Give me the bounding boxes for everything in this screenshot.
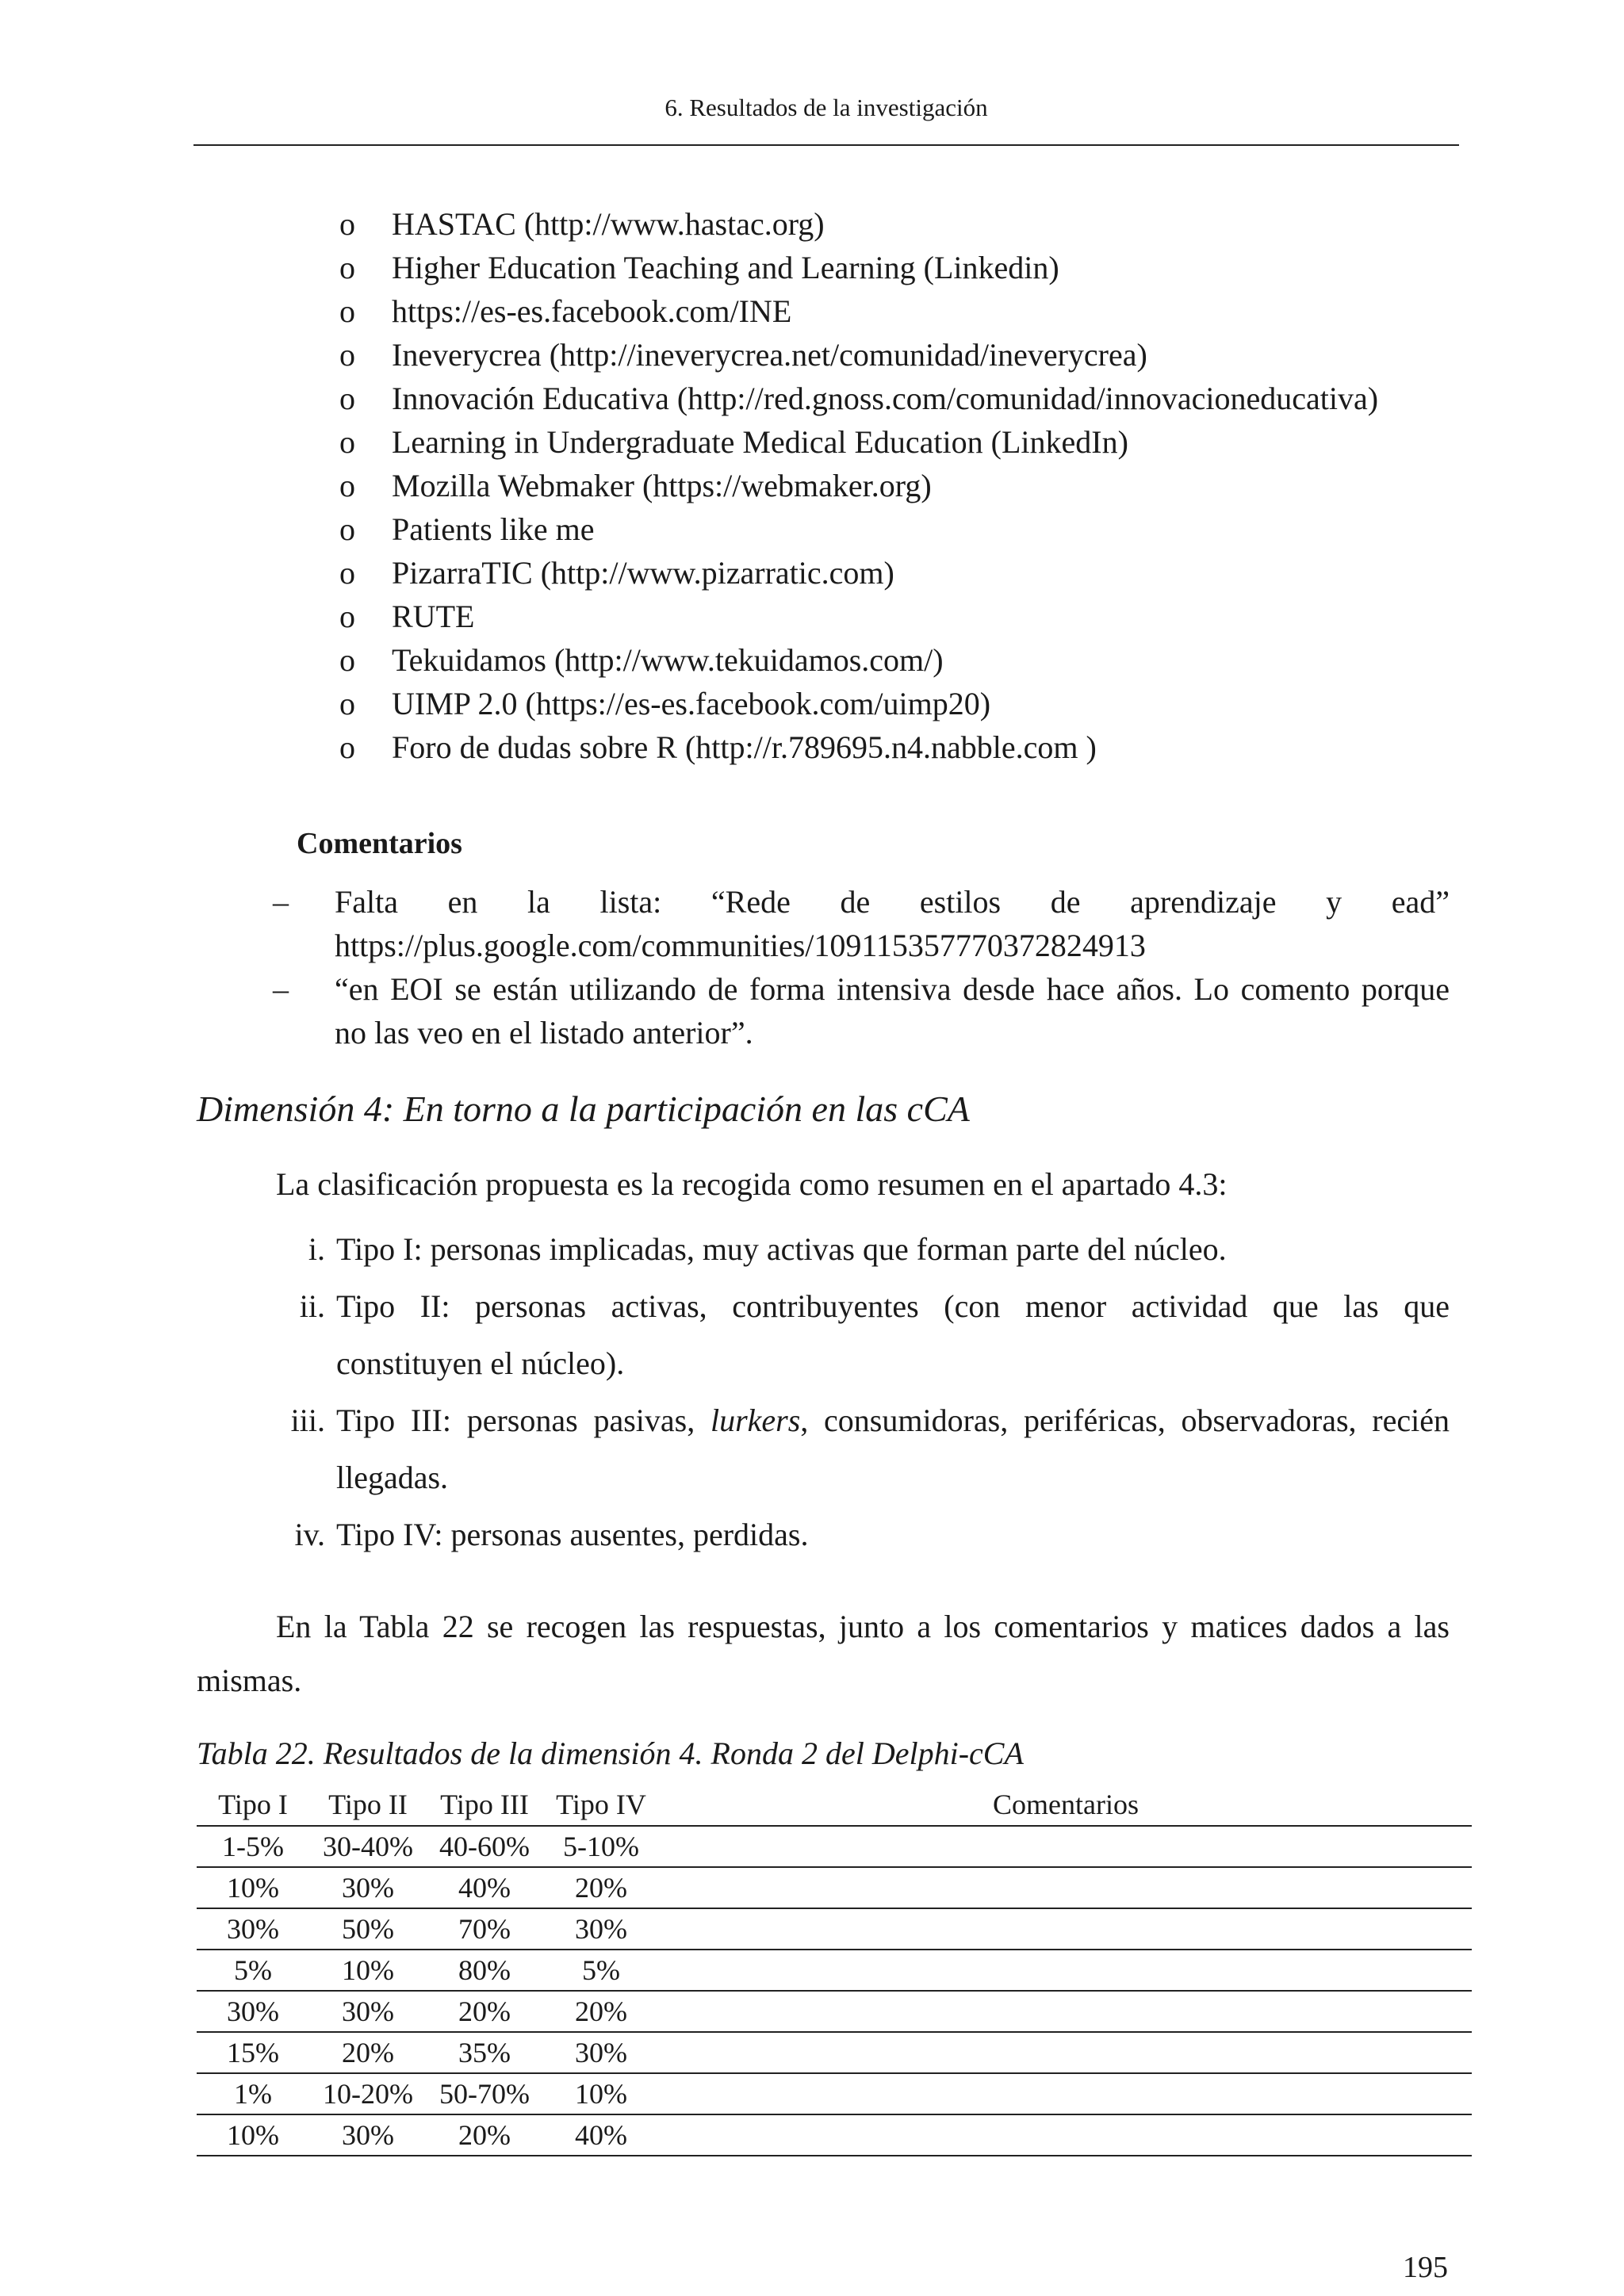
table-cell bbox=[660, 2073, 1472, 2114]
column-header: Tipo I bbox=[197, 1784, 309, 1826]
type-text: Tipo I: personas implicadas, muy activas que forman parte del núcleo. bbox=[336, 1231, 1227, 1267]
column-header: Tipo IV bbox=[542, 1784, 660, 1826]
table-cell bbox=[660, 1991, 1472, 2032]
table-row bbox=[197, 1991, 1472, 2032]
list-item: o Tekuidamos (http://www.tekuidamos.com/) bbox=[339, 638, 1489, 682]
table-row bbox=[197, 2032, 1472, 2073]
page-number: 195 bbox=[1403, 2251, 1448, 2284]
table-cell: 10% bbox=[197, 2114, 309, 2156]
comment-line: no las veo en el listado anterior”. bbox=[335, 1015, 753, 1050]
table-cell: 5% bbox=[542, 1950, 660, 1991]
list-item: o Ineverycrea (http://ineverycrea.net/comunidad/ineverycrea) bbox=[339, 333, 1489, 377]
column-header: Comentarios bbox=[660, 1784, 1472, 1826]
results-table bbox=[197, 1784, 1472, 2156]
type-text-cont: llegadas. bbox=[336, 1460, 449, 1495]
table-cell: 10% bbox=[309, 1950, 427, 1991]
table-body bbox=[197, 1826, 1472, 2156]
item-number: iii. bbox=[290, 1402, 325, 1438]
type-item bbox=[262, 1392, 1450, 1506]
bullet-icon: o bbox=[339, 381, 355, 416]
header-rule bbox=[193, 144, 1459, 146]
type-text-cont: constituyen el núcleo). bbox=[336, 1345, 625, 1381]
bullet-icon: o bbox=[339, 555, 355, 591]
list-item: o PizarraTIC (http://www.pizarratic.com) bbox=[339, 551, 1489, 595]
table-row bbox=[197, 1867, 1472, 1908]
table-cell: 1-5% bbox=[197, 1826, 309, 1867]
type-text: Tipo II: personas activas, contribuyentes (con menor actividad que las que bbox=[336, 1288, 1450, 1324]
dash-icon: – bbox=[273, 884, 289, 920]
comment-line: “en EOI se están utilizando de forma intensiva desde hace años. Lo comento porque bbox=[335, 971, 1450, 1007]
table-cell bbox=[660, 1867, 1472, 1908]
list-item: o Learning in Undergraduate Medical Education (LinkedIn) bbox=[339, 420, 1489, 464]
table-cell: 15% bbox=[197, 2032, 309, 2073]
table-cell: 50-70% bbox=[427, 2073, 542, 2114]
list-item: o https://es-es.facebook.com/INE bbox=[339, 289, 1489, 333]
table-cell: 30% bbox=[542, 2032, 660, 2073]
table-cell bbox=[660, 1950, 1472, 1991]
list-item: o RUTE bbox=[339, 595, 1489, 638]
table-cell: 20% bbox=[309, 2032, 427, 2073]
table-cell: 40% bbox=[427, 1867, 542, 1908]
table-cell: 20% bbox=[542, 1991, 660, 2032]
table-cell: 50% bbox=[309, 1908, 427, 1950]
list-item: o Innovación Educativa (http://red.gnoss.com/comunidad/innovacioneducativa) bbox=[339, 377, 1489, 420]
comment-line: Falta en la lista: “Rede de estilos de aprendizaje y ead” bbox=[335, 884, 1450, 920]
bullet-icon: o bbox=[339, 511, 355, 547]
list-item: o Higher Education Teaching and Learning (Linkedin) bbox=[339, 246, 1489, 289]
table-cell: 40% bbox=[542, 2114, 660, 2156]
item-number: ii. bbox=[299, 1288, 325, 1324]
column-header: Tipo II bbox=[309, 1784, 427, 1826]
table-cell: 30% bbox=[309, 1991, 427, 2032]
table-cell: 70% bbox=[427, 1908, 542, 1950]
section-intro: La clasificación propuesta es la recogida como resumen en el apartado 4.3: bbox=[276, 1166, 1228, 1202]
type-item bbox=[262, 1506, 1450, 1563]
table-row bbox=[197, 2073, 1472, 2114]
comment-line: https://plus.google.com/communities/109115357770372824913 bbox=[335, 928, 1146, 963]
comment-item bbox=[268, 880, 1450, 967]
bullet-icon: o bbox=[339, 206, 355, 242]
participant-types-list bbox=[262, 1221, 1450, 1563]
table-row bbox=[197, 1950, 1472, 1991]
table-cell: 30-40% bbox=[309, 1826, 427, 1867]
bullet-icon: o bbox=[339, 468, 355, 503]
list-item: o Patients like me bbox=[339, 507, 1489, 551]
table-cell: 30% bbox=[197, 1908, 309, 1950]
table-cell: 40-60% bbox=[427, 1826, 542, 1867]
table-cell: 5% bbox=[197, 1950, 309, 1991]
table-cell bbox=[660, 2032, 1472, 2073]
body-paragraph: En la Tabla 22 se recogen las respuestas, junto a los comentarios y matices dados a las mismas. bbox=[197, 1609, 1450, 1698]
table-row bbox=[197, 2114, 1472, 2156]
running-header: 6. Resultados de la investigación bbox=[665, 94, 988, 121]
table-caption: Tabla 22. Resultados de la dimensión 4. Ronda 2 del Delphi-cCA bbox=[197, 1735, 1024, 1771]
table-cell: 1% bbox=[197, 2073, 309, 2114]
table-cell: 30% bbox=[309, 2114, 427, 2156]
bullet-icon: o bbox=[339, 293, 355, 329]
table-cell: 30% bbox=[197, 1991, 309, 2032]
table-cell: 80% bbox=[427, 1950, 542, 1991]
comments-list bbox=[268, 880, 1450, 1054]
table-cell: 30% bbox=[309, 1867, 427, 1908]
section-title: Dimensión 4: En torno a la participación en las cCA bbox=[197, 1089, 970, 1129]
italic-term: lurkers bbox=[710, 1402, 801, 1438]
bullet-icon: o bbox=[339, 337, 355, 373]
table-row bbox=[197, 1908, 1472, 1950]
table-cell: 10-20% bbox=[309, 2073, 427, 2114]
list-item: o Mozilla Webmaker (https://webmaker.org) bbox=[339, 464, 1489, 507]
type-text: Tipo IV: personas ausentes, perdidas. bbox=[336, 1517, 809, 1552]
type-text: Tipo III: personas pasivas, lurkers, consumidoras, periféricas, observadoras, recién bbox=[336, 1402, 1450, 1438]
dash-icon: – bbox=[273, 971, 289, 1007]
table-cell: 10% bbox=[542, 2073, 660, 2114]
list-item: o Foro de dudas sobre R (http://r.789695.n4.nabble.com ) bbox=[339, 725, 1489, 769]
table-cell: 10% bbox=[197, 1867, 309, 1908]
bullet-icon: o bbox=[339, 642, 355, 678]
table-cell: 35% bbox=[427, 2032, 542, 2073]
bullet-icon: o bbox=[339, 729, 355, 765]
list-item: o UIMP 2.0 (https://es-es.facebook.com/uimp20) bbox=[339, 682, 1489, 725]
bullet-icon: o bbox=[339, 686, 355, 721]
table-cell bbox=[660, 2114, 1472, 2156]
bullet-icon: o bbox=[339, 599, 355, 634]
item-number: i. bbox=[308, 1231, 325, 1267]
bullet-icon: o bbox=[339, 250, 355, 285]
type-item bbox=[262, 1278, 1450, 1392]
bullet-icon: o bbox=[339, 424, 355, 460]
comment-item bbox=[268, 967, 1450, 1054]
table-cell: 20% bbox=[427, 2114, 542, 2156]
item-number: iv. bbox=[294, 1517, 325, 1552]
list-item: o HASTAC (http://www.hastac.org) bbox=[339, 202, 1489, 246]
table-cell: 5-10% bbox=[542, 1826, 660, 1867]
type-item bbox=[262, 1221, 1450, 1278]
table-header-row bbox=[197, 1784, 1472, 1826]
table-cell: 30% bbox=[542, 1908, 660, 1950]
table-cell bbox=[660, 1908, 1472, 1950]
comments-heading: Comentarios bbox=[297, 827, 462, 860]
community-list bbox=[339, 202, 1489, 769]
column-header: Tipo III bbox=[427, 1784, 542, 1826]
table-cell bbox=[660, 1826, 1472, 1867]
table-cell: 20% bbox=[542, 1867, 660, 1908]
table-row bbox=[197, 1826, 1472, 1867]
table-cell: 20% bbox=[427, 1991, 542, 2032]
